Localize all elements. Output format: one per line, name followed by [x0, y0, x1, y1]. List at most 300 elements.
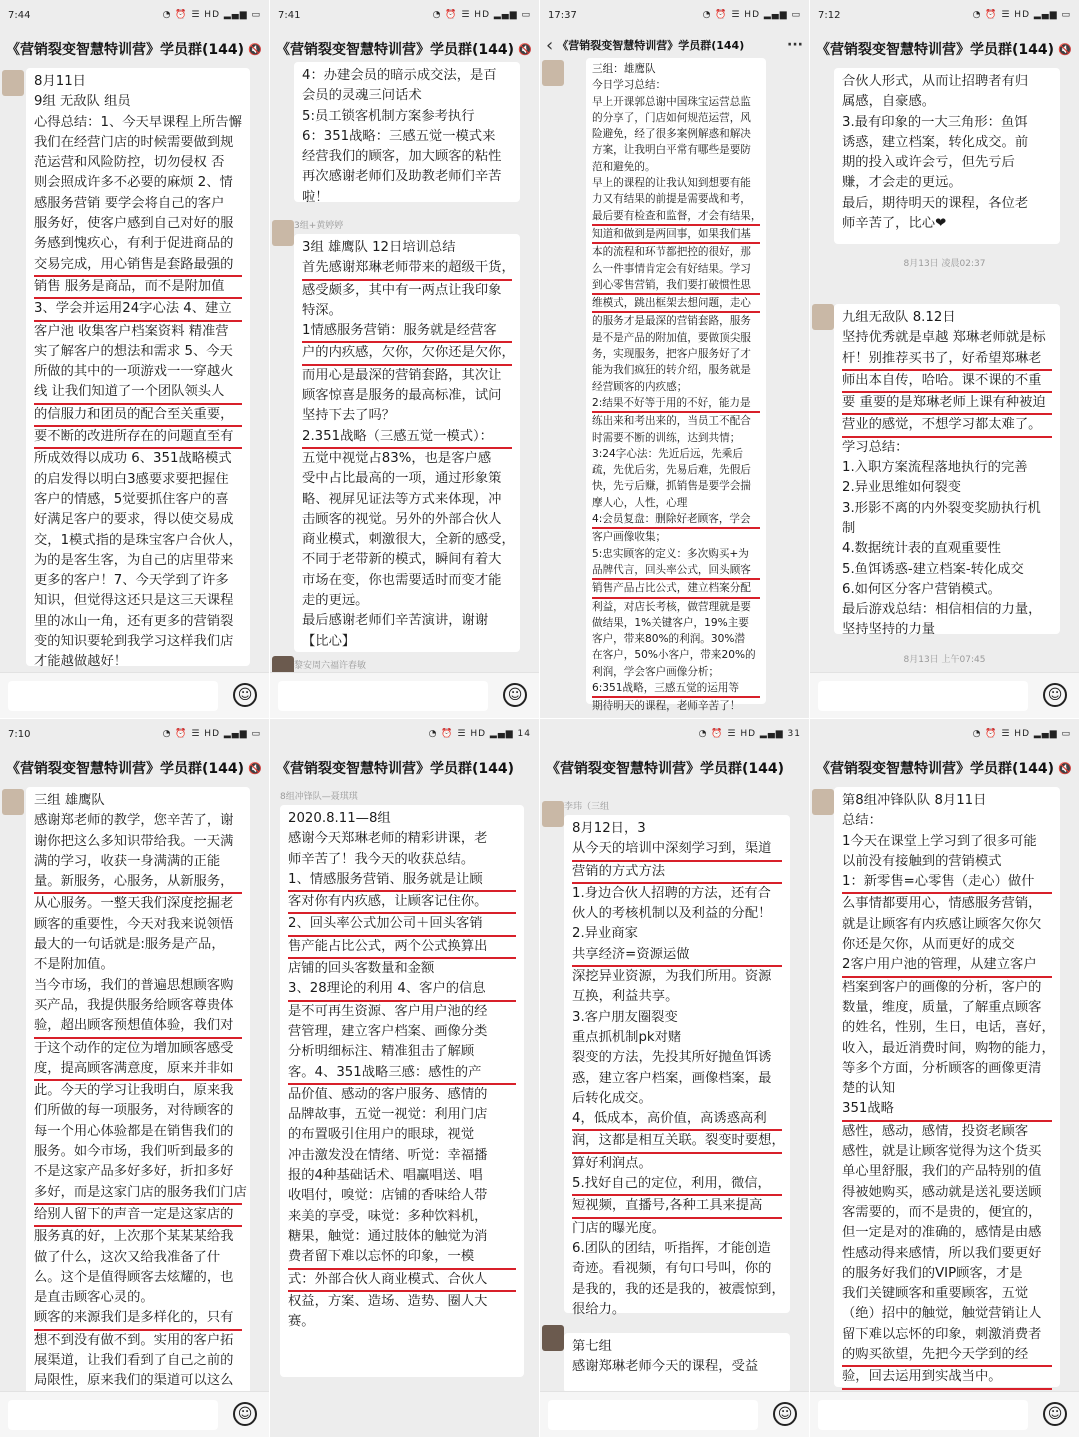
- avatar[interactable]: [542, 1325, 564, 1351]
- message-line: 6:351战略，三感五觉的运用等: [592, 680, 760, 698]
- message-input[interactable]: [818, 1400, 1028, 1430]
- message-line: 4.数据统计表的直观重要性: [842, 541, 1001, 557]
- message-line: 谢你把这么多知识带给我。一天满: [34, 833, 234, 849]
- message-line: 3.最有印象的一大三角形：鱼饵: [842, 114, 1028, 130]
- status-icons: ◔ ⏰ ☰ HD ▂▄▆ ▭: [432, 10, 531, 20]
- message-line: 里的冰山一角，还有更多的营销裂: [34, 613, 234, 629]
- timestamp: 8月13日 上午07:45: [903, 655, 986, 665]
- message-line: 是直击顾客心灵的。: [34, 1290, 154, 1306]
- message-line: 线 让我们知道了一个团队领头人: [34, 382, 242, 404]
- chat-area[interactable]: [0, 68, 269, 673]
- message-line: 利益，对店长考核，做营理就是要: [592, 600, 751, 613]
- status-icons: ◔ ⏰ ☰ HD ▂▄▆ 14: [428, 729, 531, 739]
- mute-icon: 🔇: [248, 42, 262, 56]
- message-line: 第8组冲锋队队 8月11日: [842, 793, 987, 808]
- message-line: 性感动得来感情，所以我们要更好: [842, 1245, 1042, 1261]
- message-line: 2:结果不好等于用的不好，能力是: [592, 395, 760, 413]
- message-line: 合伙人形式，从而让招聘者有归: [842, 74, 1029, 89]
- message-line: 客户池 收集客户档案资料 精准营: [34, 323, 229, 339]
- status-bar: [810, 0, 1079, 30]
- message-line: 满的学习，收获一身满满的正能: [34, 853, 221, 869]
- message-line: 今日学习总结：: [592, 79, 667, 92]
- message-line: 变的知识要轮到我学习这样我们店: [34, 634, 234, 650]
- message-line: 感谢郑琳老师今天的课程，受益: [572, 1359, 759, 1375]
- message-line: 范运营和风险防控，切勿侵权 否: [34, 155, 225, 171]
- message-line: 则会照成许多不必要的麻烦 2、情: [34, 175, 233, 191]
- message-input[interactable]: [818, 681, 1028, 711]
- message-line: 客。4、351战略三感：感性的产: [288, 1063, 516, 1085]
- message-line: 买产品，我提供服务给顾客尊贵体: [34, 997, 234, 1013]
- message-line: 险避免，经了很多案例解惑和解决: [592, 128, 751, 141]
- status-icons: ◔ ⏰ ☰ HD ▂▄▆ ▭: [702, 10, 801, 20]
- message-line: 制: [842, 520, 856, 536]
- chat-title[interactable]: 《营销裂变智慧特训营》学员群(144): [6, 42, 245, 58]
- emoji-icon[interactable]: ☺: [1043, 683, 1067, 707]
- message-line: 么。这个是值得顾客去炫耀的，也: [34, 1269, 234, 1285]
- message-line: 略、视屏见证法等方式来体现，冲: [302, 491, 502, 507]
- message-line: 好满足客户的要求，得以使交易成: [34, 512, 234, 528]
- message-bubble: [586, 58, 766, 713]
- message-line: 受中占比最高的一项，通过形象策: [302, 471, 502, 487]
- message-line: 门店的曝光度。: [572, 1220, 666, 1236]
- message-line: 收入，最近消费时间，购物的能力，: [842, 1040, 1055, 1056]
- message-line: 快，先亏后赚，抓销售是要学会揣: [592, 480, 751, 493]
- avatar[interactable]: [2, 70, 24, 96]
- message-line: 店铺的回头客数量和金额: [288, 961, 435, 977]
- message-line: 不是附加值。: [34, 957, 114, 973]
- message-line: 的分享了，门店如何规范运营，风: [592, 111, 751, 124]
- message-line: 时需要不断的训练，达到共情；: [592, 431, 741, 444]
- message-line: 务感到愧疚心，有利于促进商品的: [34, 236, 234, 252]
- sender-name: 8组冲锋队—聂琪琪: [280, 792, 358, 802]
- avatar[interactable]: [272, 220, 294, 246]
- message-line: 费者留下难以忘怀的印象，一模: [288, 1247, 516, 1269]
- message-line: 2.异业商家: [572, 926, 638, 942]
- chat-title[interactable]: 《营销裂变智慧特训营》学员群(144): [6, 761, 245, 777]
- message-line: 营销的方式方法: [572, 862, 782, 884]
- chat-title[interactable]: 《营销裂变智慧特训营》学员群(144): [557, 39, 745, 52]
- chat-area[interactable]: [540, 787, 809, 1392]
- message-line: 数量，维度，质量，了解重点顾客: [842, 999, 1042, 1015]
- chat-header: [270, 749, 539, 787]
- message-line: 6.如何区分客户营销模式。: [842, 581, 1001, 597]
- message-line: 感受颇多，其中有一两点让我印象: [302, 282, 502, 298]
- message-line: 度，提高顾客满意度，原来并非如: [34, 1059, 242, 1081]
- message-line: 实了解客户的想法和需求 5、今天: [34, 343, 233, 359]
- message-line: 重点抓机制pk对赌: [572, 1029, 682, 1045]
- mute-icon: 🔇: [248, 761, 262, 775]
- chat-area[interactable]: [270, 68, 539, 673]
- message-line: 范和避免的。: [592, 160, 656, 173]
- status-bar: [540, 0, 809, 30]
- input-bar: [810, 1391, 1079, 1437]
- message-line: 我们关键顾客和重要顾客，五觉: [842, 1286, 1029, 1302]
- chat-header: [810, 749, 1079, 787]
- message-line: 3组 雄鹰队 12日培训总结: [302, 240, 456, 255]
- avatar[interactable]: [812, 789, 834, 815]
- message-line: 摩人心，人性，心理: [592, 496, 688, 509]
- message-line: 报的4种基础话术、唱赢唱送、唱: [288, 1168, 483, 1184]
- status-icons: ◔ ⏰ ☰ HD ▂▄▆ ▭: [972, 729, 1071, 739]
- message-line: 5:忠实顾客的定义：多次购买+为: [592, 547, 749, 560]
- message-line: 1.入职方案流程落地执行的完善: [842, 460, 1028, 476]
- message-line: 的信服力和团员的配合至关重要，: [34, 405, 242, 427]
- message-line: 6.团队的团结，听指挥，才能创造: [572, 1240, 771, 1256]
- message-line: 留下难以忘怀的印象，刺激消费者: [842, 1326, 1042, 1342]
- message-bubble: [26, 787, 250, 1405]
- message-line: 但一定是对的准确的，感情是由感: [842, 1225, 1042, 1241]
- status-bar: [270, 0, 539, 30]
- message-input[interactable]: [548, 1400, 758, 1430]
- message-line: 1、情感服务营销、服务就是让顾: [288, 870, 516, 892]
- message-line: 我们在经营门店的时候需要做到规: [34, 134, 234, 150]
- chat-title[interactable]: 《营销裂变智慧特训营》学员群(144): [546, 761, 785, 777]
- input-bar: [810, 672, 1079, 718]
- avatar[interactable]: [542, 801, 564, 827]
- message-line: 5.鱼饵诱惑-建立档案-转化成交: [842, 561, 1024, 577]
- chat-area[interactable]: [810, 787, 1079, 1392]
- message-line: 的布置吸引住用户的眼球，视觉: [288, 1127, 475, 1143]
- message-line: 2020.8.11—8组: [288, 811, 391, 826]
- message-line: 力又有结果的前提是需要战和考，: [592, 193, 751, 206]
- message-line: 疏，先优后劣，先易后难，先假后: [592, 464, 751, 477]
- message-line: 惑，建立客户档案，画像档案，最: [572, 1070, 772, 1086]
- message-line: 而用心是最深的营销套路，其次让: [302, 367, 502, 383]
- phone-panel-4: [810, 0, 1080, 719]
- message-line: 击顾客的视觉。另外的外部合伙人: [302, 511, 502, 527]
- message-bubble: [834, 787, 1060, 1387]
- message-line: 在客户，50%小客户，带来20%的: [592, 649, 756, 662]
- message-line: 早上的课程的让我认知到想要有能: [592, 177, 751, 190]
- message-line: 档案到客户的画像的分析，客户的: [842, 979, 1042, 995]
- message-line: 坚持下去了吗？: [302, 408, 396, 424]
- phone-panel-3: [540, 0, 810, 719]
- message-line: 品牌故事，五觉一视觉：利用门店: [288, 1107, 488, 1123]
- message-line: （绝）招中的触觉，触觉营销让人: [842, 1306, 1042, 1322]
- message-line: 想不到没有做不到。实用的客户拓: [34, 1332, 234, 1348]
- emoji-icon[interactable]: ☺: [1043, 1402, 1067, 1426]
- message-line: 6：351战略：三感五觉一模式来: [302, 128, 496, 144]
- message-line: 三组：雄鹰队: [592, 63, 656, 75]
- message-line: 8月11日: [34, 74, 86, 89]
- message-line: 走的更远。: [302, 593, 369, 609]
- message-line: 务，实现服务，把客户服务好了才: [592, 348, 751, 361]
- message-line: 3、28理论的利用 4、客户的信息: [288, 979, 516, 1001]
- message-line: 总结：: [842, 813, 882, 829]
- message-line: 等多个方面，分析顾客的画像更清: [842, 1060, 1042, 1076]
- message-line: 每一个用心体验都是在销售我们的: [34, 1123, 234, 1139]
- chat-area[interactable]: [0, 787, 269, 1392]
- message-line: 的服务才是最深的营销套路，服务: [592, 315, 751, 328]
- message-line: 3.形影不离的内外裂变奖励执行机: [842, 500, 1041, 516]
- status-bar: [270, 719, 539, 749]
- avatar[interactable]: [2, 789, 24, 815]
- message-line: 最大的一句话就是:服务是产品，: [34, 937, 225, 953]
- message-line: 3:24字心法：先近后远，先乘后: [592, 447, 743, 460]
- message-line: 品牌代言，回头率公式，回头顾客: [592, 562, 760, 580]
- message-line: 2.351战略（三感五觉一模式）：: [302, 427, 512, 449]
- message-line: 再次感谢老师们及助教老师们辛苦: [302, 169, 502, 185]
- message-line: 的购买欲望，先把今天学到的经: [842, 1345, 1052, 1367]
- sender-name: 黎安周六福许春敏: [294, 661, 367, 671]
- message-line: 351战略: [842, 1099, 1052, 1121]
- message-line: 就是让顾客有内疚感让顾客欠你欠: [842, 916, 1042, 932]
- message-line: 为的是客生客，为自己的店里带来: [34, 552, 234, 568]
- message-line: 师出本自传，哈哈。课不课的不重: [842, 371, 1052, 393]
- message-input[interactable]: [8, 681, 218, 711]
- message-line: 收唱付，嗅觉：店铺的香味给人带: [288, 1188, 488, 1204]
- message-line: 售产能占比公式，两个公式换算出: [288, 937, 516, 959]
- message-line: 交，1模式指的是珠宝客户合伙人，: [34, 532, 242, 548]
- message-line: 权益，方案、造场、造势、圈人大: [288, 1293, 488, 1309]
- status-bar: [540, 719, 809, 749]
- message-line: 五觉中视觉占83%，也是客户感: [302, 450, 492, 466]
- message-bubble: [294, 62, 520, 205]
- message-line: 营业的感觉，不想学习都太难了。: [842, 415, 1052, 437]
- message-line: 练出来和考出来的，当员工不配合: [592, 415, 751, 428]
- message-bubble: [26, 68, 250, 670]
- message-line: 属感，自豪感。: [842, 94, 936, 110]
- message-line: 交易完成，用心销售是套路最强的: [34, 255, 242, 277]
- avatar[interactable]: [812, 304, 834, 330]
- message-bubble: [834, 304, 1060, 638]
- message-line: 三组 雄鹰队: [34, 793, 105, 808]
- message-line: 利润，学会客户画像分析；: [592, 665, 720, 678]
- message-line: 从今天的培训中深刻学习到，渠道: [572, 839, 782, 861]
- message-line: 做了什么，这次又给我准备了什: [34, 1249, 221, 1265]
- message-line: 经营我们的顾客，加大顾客的粘性: [302, 149, 502, 165]
- message-line: 得被她购买，感动就是送礼要送顾: [842, 1184, 1042, 1200]
- message-line: 是不可再生资源、客户用户池的经: [288, 1003, 488, 1019]
- message-line: 销售 服务是商品，而不是附加值: [34, 277, 242, 299]
- message-line: 顾客的重要性，今天对我来说领悟: [34, 916, 234, 932]
- message-line: 最后游戏总结：相信相信的力量，: [842, 602, 1042, 618]
- message-line: 师辛苦了，比心❤: [842, 216, 947, 232]
- status-bar: [0, 0, 269, 30]
- message-line: 赚，才会走的更远。: [842, 175, 962, 191]
- status-bar: [0, 719, 269, 749]
- chat-title[interactable]: 《营销裂变智慧特训营》学员群(144): [276, 42, 515, 58]
- avatar[interactable]: [542, 60, 564, 86]
- emoji-icon[interactable]: ☺: [503, 683, 527, 707]
- status-bar: [810, 719, 1079, 749]
- mute-icon: 🔇: [518, 42, 532, 56]
- message-line: 所做的其中的一项游戏一一穿越火: [34, 364, 234, 380]
- message-line: 服务。如今市场，我们听到最多的: [34, 1144, 234, 1160]
- message-line: 顾客的来源我们是多样化的，只有: [34, 1308, 242, 1330]
- message-line: 当今市场，我们的普遍思想顾客购: [34, 977, 234, 993]
- message-line: 客对你有内疚感，让顾客记住你。: [288, 892, 516, 914]
- message-line: 师辛苦了！我今天的收获总结。: [288, 851, 475, 867]
- chat-header: [540, 749, 809, 787]
- message-line: 润，这都是相互关联。裂变时要想，: [572, 1131, 782, 1153]
- message-line: 方案，让我明白平常有哪些是要防: [592, 144, 751, 157]
- status-time: 7:41: [278, 9, 301, 21]
- chat-title[interactable]: 《营销裂变智慧特训营》学员群(144): [816, 42, 1055, 58]
- chat-header: [0, 749, 269, 787]
- back-arrow-icon[interactable]: ‹: [546, 34, 554, 56]
- status-time: 7:44: [8, 9, 31, 21]
- message-line: 糖果，触觉：通过肢体的触觉为消: [288, 1228, 488, 1244]
- message-line: 早上开课郭总谢中国珠宝运营总监: [592, 95, 751, 108]
- message-line: 伙人的考核机制以及利益的分配！: [572, 906, 772, 922]
- message-line: 共享经济=资源运做: [572, 945, 782, 967]
- emoji-icon[interactable]: ☺: [773, 1402, 797, 1426]
- message-line: 楚的认知: [842, 1081, 896, 1097]
- message-bubble: [564, 1333, 790, 1393]
- phone-panel-8: [810, 719, 1080, 1438]
- message-line: 不同于老带新的模式，瞬间有着大: [302, 552, 502, 568]
- phone-panel-7: [540, 719, 810, 1438]
- message-line: 1情感服务营销：服务就是经营客: [302, 321, 512, 343]
- message-line: 感谢郑老师的教学，您辛苦了，谢: [34, 813, 234, 829]
- mute-icon: 🔇: [1058, 42, 1072, 56]
- message-line: 品价值、感动的客户服务、感情的: [288, 1086, 488, 1102]
- message-line: 特深。: [302, 302, 342, 318]
- message-line: 最后要有检查和监督，才会有结果，: [592, 208, 760, 226]
- message-line: 1今天在课堂上学习到了很多可能: [842, 833, 1037, 849]
- message-line: 8月12日，3: [572, 821, 646, 836]
- message-line: 的姓名，性别，生日，电话，喜好，: [842, 1020, 1055, 1036]
- status-time: 7:12: [818, 9, 841, 21]
- message-line: 服务好，使客户感到自己对好的服: [34, 216, 234, 232]
- more-icon[interactable]: ···: [787, 37, 803, 53]
- message-line: 坚持优秀就是卓越 郑琳老师就是标: [842, 330, 1046, 346]
- message-line: 期待明天的课程，老师辛苦了！: [592, 700, 741, 713]
- sender-name: 3组+黄婷婷: [294, 221, 344, 231]
- message-line: 你还是欠你，从而更好的成交: [842, 937, 1015, 953]
- message-line: 4，低成本，高价值，高诱惑高利: [572, 1109, 782, 1131]
- message-input[interactable]: [278, 681, 488, 711]
- phone-panel-6: [270, 719, 540, 1438]
- message-line: 啦！: [302, 189, 329, 205]
- message-line: 客户画像收集；: [592, 531, 667, 544]
- chat-title[interactable]: 《营销裂变智慧特训营》学员群(144): [816, 761, 1055, 777]
- message-line: 是我的，我的还是我的，被震惊到，: [572, 1281, 785, 1297]
- message-line: 5:员工锁客机制方案参考执行: [302, 108, 475, 124]
- input-bar: [0, 1391, 269, 1437]
- message-line: 杆！别推荐买书了，好希望郑琳老: [842, 349, 1052, 371]
- phone-panel-5: [0, 719, 270, 1438]
- status-icons: ◔ ⏰ ☰ HD ▂▄▆ ▭: [162, 10, 261, 20]
- message-line: 诱惑，建立档案，转化成交。前: [842, 134, 1029, 150]
- message-line: 商业模式，刺激很大，全新的感受，: [302, 532, 515, 548]
- message-line: 营管理，建立客户档案、画像分类: [288, 1023, 488, 1039]
- message-line: 期的投入或许会亏，但先亏后: [842, 155, 1015, 171]
- message-line: 第七组: [572, 1339, 612, 1354]
- emoji-icon[interactable]: ☺: [233, 683, 257, 707]
- message-input[interactable]: [8, 1400, 218, 1430]
- message-line: 2客户用户池的管理，从建立客户: [842, 955, 1052, 977]
- message-line: 于这个动作的定位为增加顾客感受: [34, 1040, 234, 1056]
- message-line: 算好利润点。: [572, 1155, 652, 1171]
- message-line: 不是这家产品多好多好，折扣多好: [34, 1164, 234, 1180]
- message-line: 分析明细标注、精准狙击了解顾: [288, 1044, 475, 1060]
- chat-title[interactable]: 《营销裂变智慧特训营》学员群(144): [276, 761, 515, 777]
- message-line: 首先感谢郑琳老师带来的超级干货，: [302, 258, 512, 280]
- message-line: 销售产品占比公式，建立档案分配: [592, 580, 760, 598]
- chat-area[interactable]: [270, 787, 539, 1437]
- message-line: 给别人留下的声音一定是这家店的: [34, 1205, 242, 1227]
- input-bar: [270, 672, 539, 718]
- message-line: 感谢今天郑琳老师的精彩讲课，老: [288, 831, 488, 847]
- message-line: 奇迹。看视频，有句口号叫，你的: [572, 1261, 772, 1277]
- message-line: 局限性，原来我们的渠道可以这么: [34, 1371, 242, 1393]
- message-line: 验，超出顾客预想值体验，我们对: [34, 1016, 242, 1038]
- message-line: 此。今天的学习让我明白，原来我: [34, 1083, 234, 1099]
- status-time: 17:37: [548, 9, 577, 21]
- message-line: 式：外部合伙人商业模式、合伙人: [288, 1270, 516, 1292]
- message-bubble: [834, 68, 1060, 244]
- message-line: 更多的客户！7、今天学到了许多: [34, 573, 229, 589]
- emoji-icon[interactable]: ☺: [233, 1402, 257, 1426]
- message-line: 互换，利益共享。: [572, 989, 679, 1005]
- chat-header: [540, 30, 809, 60]
- message-line: 从心服务。一整天我们深度挖掘老: [34, 896, 234, 912]
- message-line: 的启发得以明白3感要求要把握住: [34, 471, 229, 487]
- message-line: 2、回头率公式加公司＋回头客销: [288, 914, 516, 936]
- message-line: 2.异业思维如何裂变: [842, 480, 962, 496]
- message-line: 户的内疚感，欠你，欠你还是欠你，: [302, 343, 512, 365]
- message-line: 客需要的，而不是贵的，便宜的，: [842, 1204, 1042, 1220]
- message-line: 知识，但觉得这还只是这三天课程: [34, 593, 234, 609]
- message-line: 所成效得以成功 6、351战略模式: [34, 451, 232, 467]
- message-line: 学习总结：: [842, 439, 909, 455]
- message-line: 九组无敌队 8.12日: [842, 310, 956, 325]
- message-line: 才能越做越好！: [34, 654, 128, 670]
- message-line: 做结果，1%关键客户，19%主要: [592, 616, 749, 629]
- message-line: 【比心】: [302, 633, 356, 649]
- message-line: 展渠道，让我们看到了自己之前的: [34, 1353, 234, 1369]
- message-line: 后转化成交。: [572, 1090, 652, 1106]
- message-line: 多好，而是这家门店的服务我们门店: [34, 1183, 242, 1205]
- message-bubble: [564, 815, 790, 1317]
- message-line: 5.找好自己的定位，利用，微信，: [572, 1174, 782, 1196]
- phone-panel-1: [0, 0, 270, 719]
- chat-header: [810, 30, 1079, 68]
- message-bubble: [294, 234, 520, 652]
- status-icons: ◔ ⏰ ☰ HD ▂▄▆ ▭: [162, 729, 261, 739]
- chat-area[interactable]: [540, 58, 809, 713]
- message-line: 裂变的方法，先投其所好抛鱼饵诱: [572, 1050, 772, 1066]
- message-line: 单心里舒服，我们的产品特别的值: [842, 1164, 1042, 1180]
- message-line: 市场在变，你也需要适时而变才能: [302, 572, 502, 588]
- message-line: 么事情都要用心，情感服务营销，: [842, 896, 1042, 912]
- message-line: 3.客户朋友圈裂变: [572, 1009, 678, 1025]
- message-line: 最后感谢老师们辛苦演讲，谢谢: [302, 613, 489, 629]
- message-line: 服务真的好，上次那个某某某给我: [34, 1229, 234, 1245]
- message-line: 能为我们疯狂的转介绍，服务就是: [592, 364, 751, 377]
- message-line: 么一件事情肯定会有好结果。学习: [592, 262, 751, 275]
- message-line: 1.身边合伙人招聘的方法，还有合: [572, 885, 771, 901]
- message-line: 客户的情感，5觉要抓住客户的喜: [34, 491, 229, 507]
- chat-area[interactable]: [810, 68, 1079, 673]
- message-line: 到心零售营销，我们要打破惯性思: [592, 277, 760, 295]
- message-line: 顾客惊喜是服务的最高标准，试问: [302, 388, 502, 404]
- message-line: 冲击激发没在情绪、听觉：幸福播: [288, 1147, 488, 1163]
- message-line: 感性，就是让顾客觉得为这个货买: [842, 1144, 1042, 1160]
- message-line: 经营顾客的内疚感；: [592, 380, 688, 393]
- chat-header: [0, 30, 269, 68]
- message-line: 很给力。: [572, 1301, 626, 1317]
- message-line: 知道和做到是两回事，如果我们基: [592, 226, 760, 244]
- message-line: 验，回去运用到实战当中。: [842, 1367, 1052, 1389]
- mute-icon: 🔇: [1058, 761, 1072, 775]
- status-icons: ◔ ⏰ ☰ HD ▂▄▆ 31: [698, 729, 801, 739]
- message-line: 客户，带来80%的利润。30%潜: [592, 633, 746, 646]
- message-line: 3、学会并运用24字心法 4、建立: [34, 299, 242, 321]
- status-time: 7:10: [8, 728, 31, 740]
